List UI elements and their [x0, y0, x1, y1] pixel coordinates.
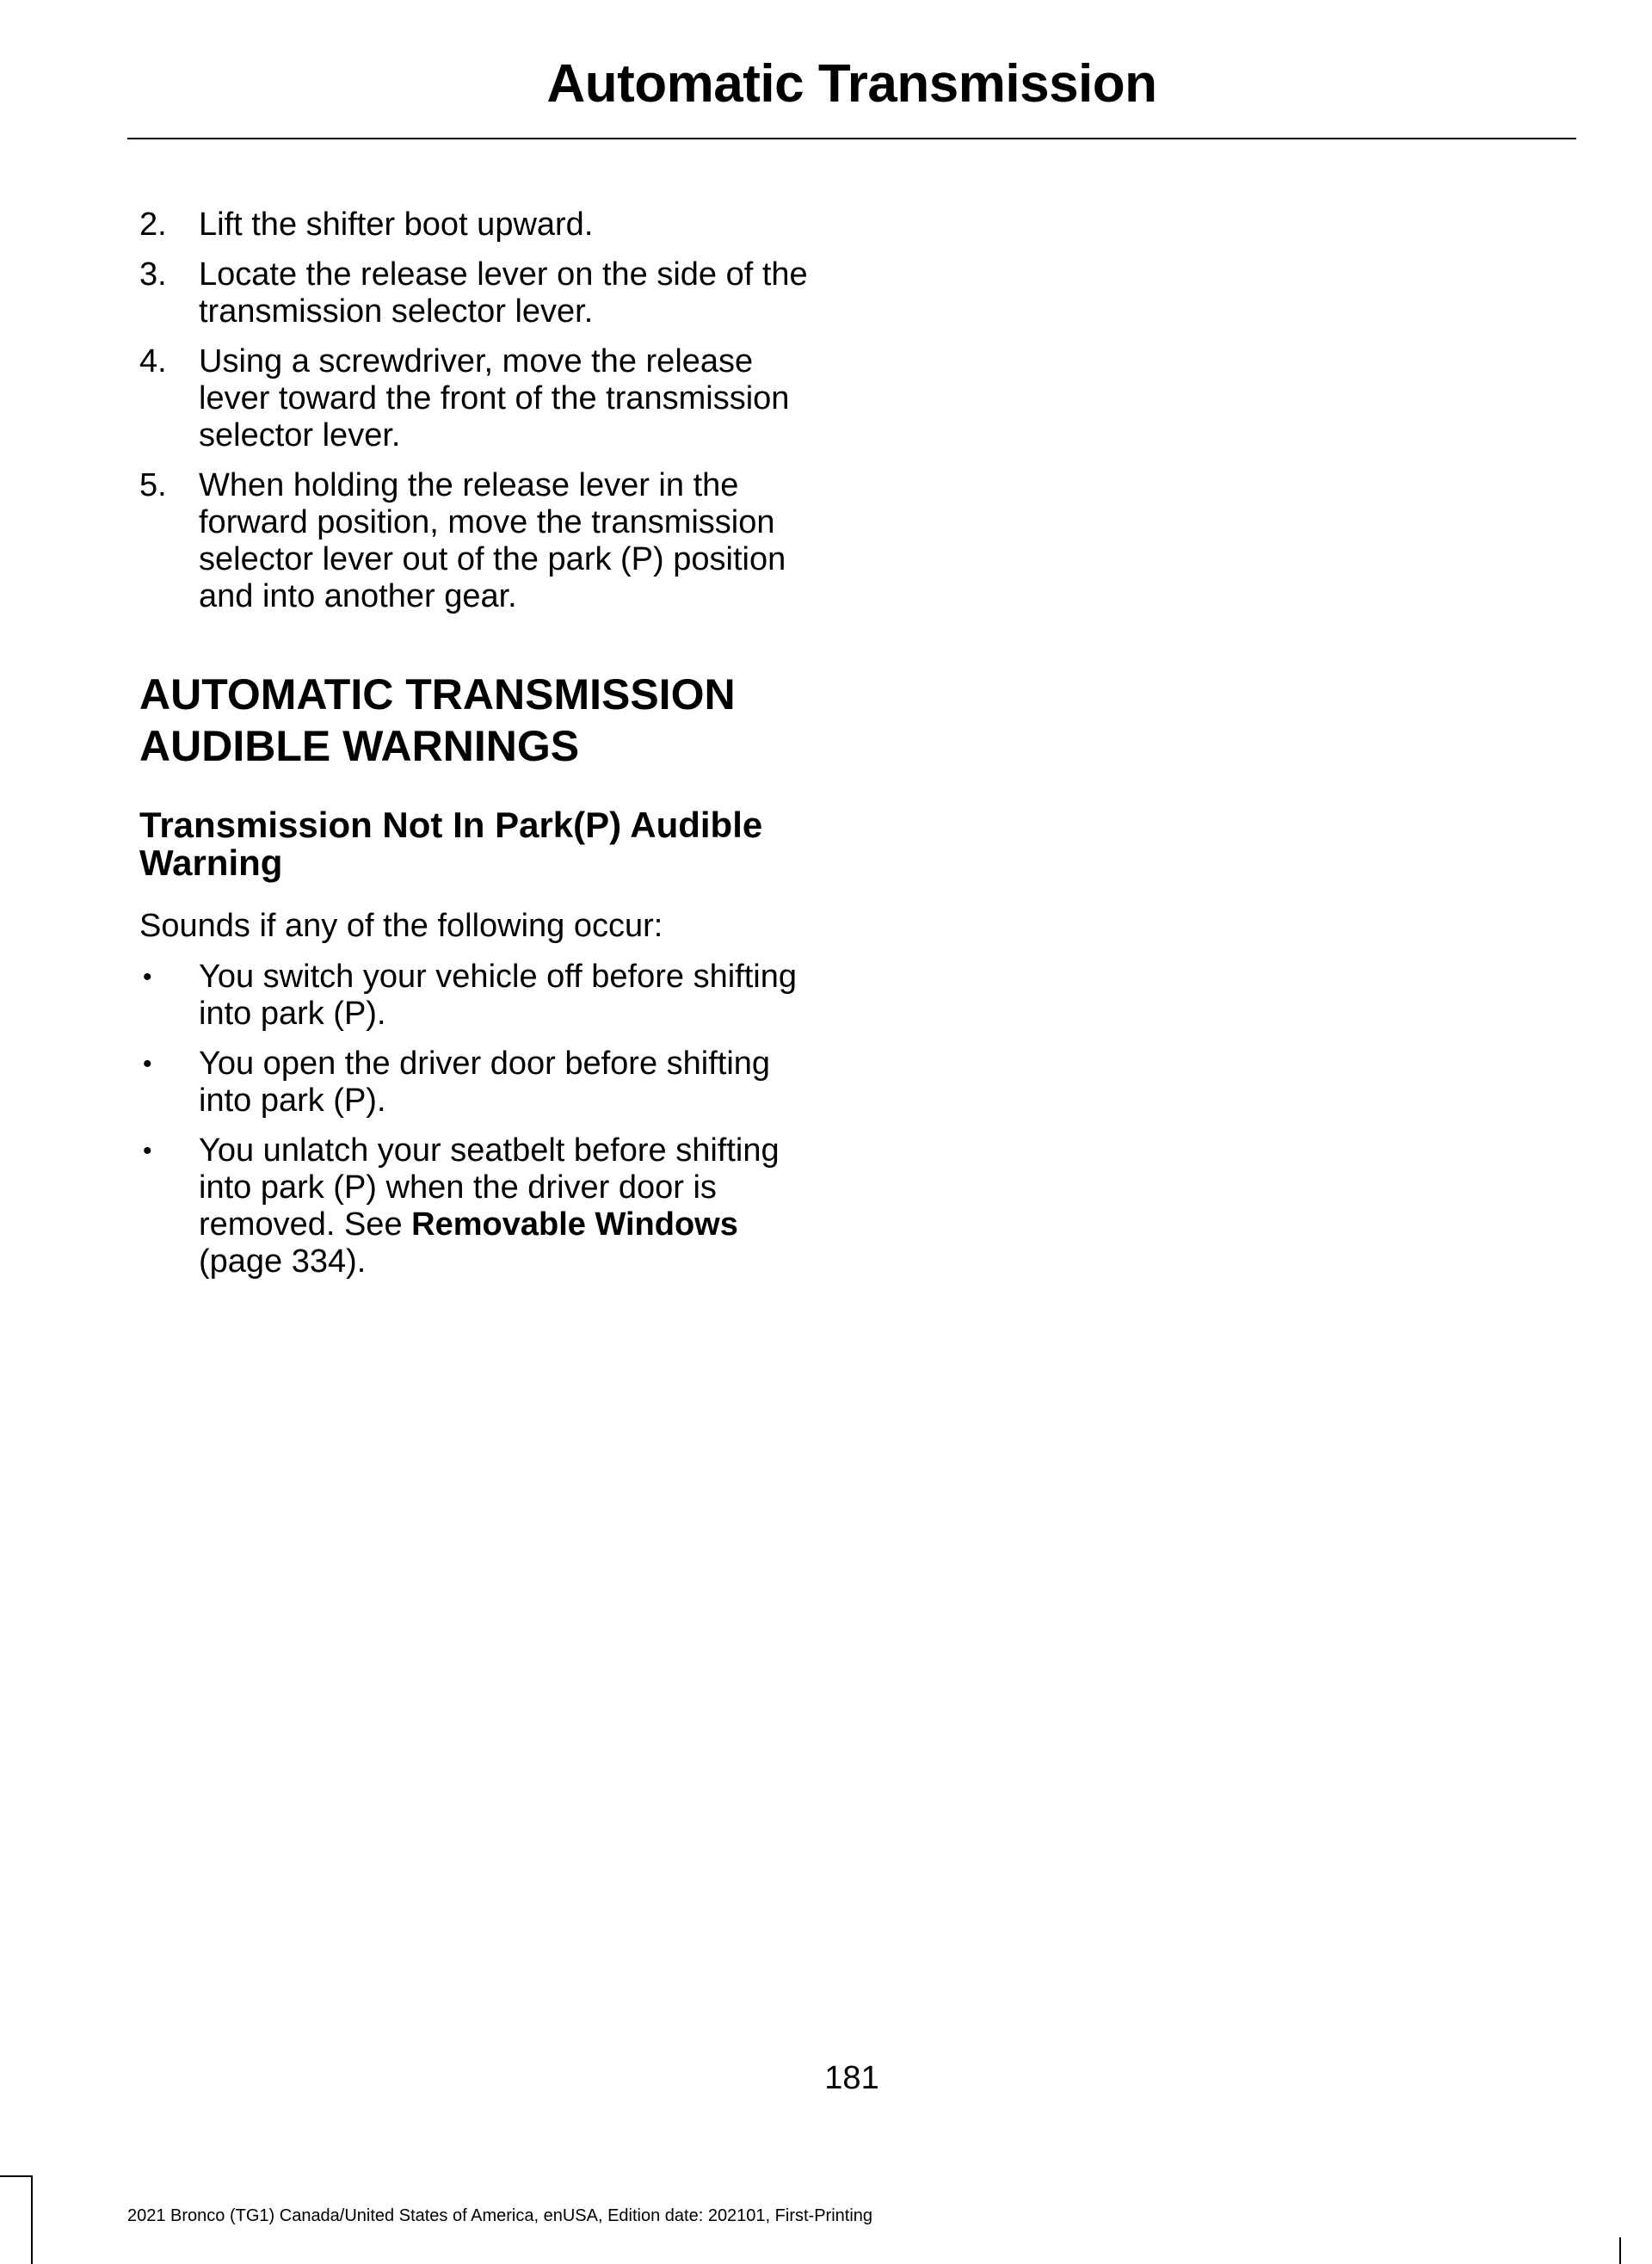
step-number: 5. — [139, 467, 167, 503]
main-content — [139, 207, 828, 1293]
crop-mark-right — [1619, 2237, 1621, 2264]
sub-heading: Transmission Not In Park(P) Audible Warning — [139, 805, 763, 883]
bullet-list — [139, 959, 828, 1280]
step-item — [139, 467, 828, 615]
step-text: Using a screwdriver, move the release lever toward the front of the transmission selector lever. — [199, 343, 790, 453]
step-text: Locate the release lever on the side of the transmission selector lever. — [199, 256, 808, 330]
step-item — [139, 343, 828, 454]
section-heading: AUTOMATIC TRANSMISSION AUDIBLE WARNINGS — [139, 670, 736, 770]
list-item — [139, 1132, 828, 1280]
header-divider — [127, 138, 1576, 139]
crop-mark-left — [0, 2175, 31, 2177]
step-item — [139, 256, 828, 330]
bullet-text: You open the driver door before shifting into park (P). — [199, 1046, 771, 1119]
cross-reference-link[interactable]: Removable Windows — [411, 1206, 738, 1243]
intro-text: Sounds if any of the following occur: — [139, 908, 663, 944]
page-reference: (page 334). — [199, 1243, 367, 1280]
list-item — [139, 1046, 828, 1120]
step-text: Lift the shifter boot upward. — [199, 207, 594, 243]
bullet-text: You unlatch your seatbelt before shifting into park (P) when the driver door is removed. See — [199, 1132, 780, 1243]
step-item — [139, 207, 828, 244]
bullet-icon: • — [143, 1137, 152, 1165]
step-number: 3. — [139, 256, 167, 293]
numbered-steps — [139, 207, 828, 615]
step-number: 4. — [139, 343, 167, 379]
page-title: Automatic Transmission — [546, 54, 1157, 114]
step-text: When holding the release lever in the forward position, move the transmission selector lever out of the park (P) position and into another gear. — [199, 467, 786, 614]
bullet-text: You switch your vehicle off before shifting into park (P). — [199, 959, 797, 1032]
page-number: 181 — [824, 2060, 879, 2096]
bullet-icon: • — [143, 963, 152, 991]
footer-text: 2021 Bronco (TG1) Canada/United States of America, enUSA, Edition date: 202101, First-Printing — [127, 2206, 873, 2225]
crop-mark-left-vertical — [31, 2175, 33, 2264]
bullet-icon: • — [143, 1050, 152, 1078]
list-item — [139, 959, 828, 1033]
step-number: 2. — [139, 207, 167, 243]
